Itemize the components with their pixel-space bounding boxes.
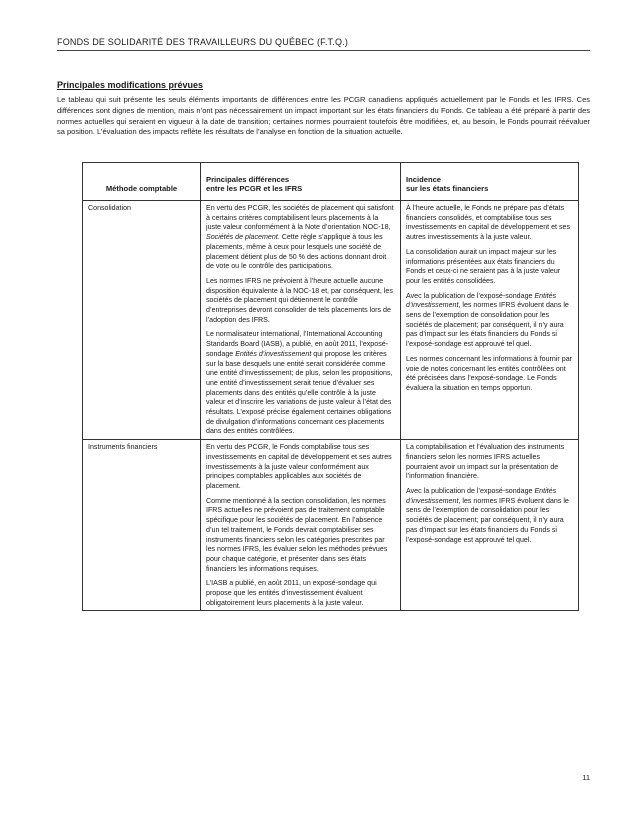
impact-paragraph: Les normes concernant les informations à fournir par voie de notes concernant les entités contrôlées ont été précisées dans l’exposé-sondage. Le Fonds évaluera la situation en temps opportun. [406,354,572,392]
differences-paragraph: En vertu des PCGR, le Fonds comptabilise tous ses investissements en capital de développement et ses autres investissements à la juste valeur conformément aux principes comptables applicables aux sociétés de placement. [206,443,392,490]
column-header-impact [401,163,579,201]
running-header: FONDS DE SOLIDARITÉ DES TRAVAILLEURS DU QUÉBEC (F.T.Q.) [57,37,590,51]
text-span: , les normes IFRS évoluent dans le sens de l’exemption de consolidation pour les sociétés de placement; par conséquent, il n’y aura pas d’impact sur les états financiers du Fonds si l’exposé-sondage est approuvé tel quel. [406,496,569,544]
text-span: qui propose les critères sur la base desquels une entité serait considérée comme une entité d’investissement; de plus, selon les propositions, une entité d’investissement serait tenue d’évaluer ses placements dans des entités qu’elle contrôle à la juste valeur et d’inscrire les variations de juste valeur à l’état des résultats. L’exposé précise également certaines obligations de divulgation d’informations concernant ces placements dans des entités contrôlées. [206,349,393,436]
impact-cell [401,440,579,611]
impact-paragraph [406,487,573,545]
method-cell [83,201,201,440]
table-header-row [83,163,579,201]
italic-title: Entités d’investissement [406,486,557,505]
column-header-method [83,163,201,201]
differences-paragraph [206,204,395,272]
impact-paragraph [406,292,573,350]
impact-paragraph: À l’heure actuelle, le Fonds ne prépare pas d’états financiers consolidés, et comptabilise tous ses investissements en capital de développement et ses autres investissements à la juste valeur. [406,204,571,242]
section-title: Principales modifications prévues [57,80,204,90]
text-span: Avec la publication de l’exposé-sondage [406,291,535,300]
method-label: Consolidation [88,204,131,212]
column-header-differences [201,163,401,201]
differences-table [82,162,579,611]
differences-paragraph: Comme mentionné à la section consolidation, les normes IFRS actuelles ne prévoient pas de traitement comptable spécifique pour les sociétés de placement. En l’absence d’un tel traitement, le Fonds devrait comptabiliser ses instruments financiers selon les catégories prescrites par les normes IFRS, les évaluer selon les méthodes prévues pour chaque catégorie, et présenter dans ses états financiers les informations requises. [206,496,388,573]
page-number: 11 [582,773,590,782]
column-header-impact-line1: Incidence [406,174,442,184]
differences-paragraph: Les normes IFRS ne prévoient à l’heure actuelle aucune disposition équivalente à la NOC-18 et, par conséquent, les sociétés de placement qui détiennent le contrôle d’entreprises devront consolider de tels placements lors de l’adoption des IFRS. [206,276,393,324]
intro-paragraph: Le tableau qui suit présente les seuls éléments importants de différences entre les PCGR canadiens appliqués actuellement par le Fonds et les IFRS. Ces différences sont dignes de mention, mais n’ont pas nécessairement un impact important sur les états financiers du Fonds. Ce tableau a été préparé à partir des normes actuelles qui seraient en vigueur à la date de transition; certaines normes pourraient toutefois être modifiées, et, au besoin, le Fonds pourrait réévaluer sa position. L’évaluation des impacts reflète les résultats de l’analyse en fonction de la situation actuelle. [57,95,590,137]
differences-cell [201,201,401,440]
text-span: , les normes IFRS évoluent dans le sens de l’exemption de consolidation pour les sociétés de placement; par conséquent, il n’y aura pas d’impact sur les états financiers du Fonds si l’exposé-sondage est approuvé tel quel. [406,301,569,349]
column-header-impact-line2: sur les états financiers [406,184,489,194]
impact-paragraph: La consolidation aurait un impact majeur sur les informations présentées aux états financiers du Fonds et ceux-ci ne seraient pas à la juste valeur pour les entités consolidées. [406,247,561,285]
text-span: Avec la publication de l’exposé-sondage [406,486,535,495]
italic-title: Sociétés de placement [206,233,278,242]
text-span: En vertu des PCGR, les sociétés de placement qui satisfont à certains critères comptabilisent leurs placements à la juste valeur conformément à la Note d’orientation NOC-18, [206,204,394,232]
column-header-method-label: Méthode comptable [105,184,178,194]
differences-paragraph [206,330,395,437]
table-row [83,440,579,611]
column-header-differences-line1: Principales différences [206,174,290,184]
impact-paragraph: La comptabilisation et l’évaluation des instruments financiers selon les normes IFRS actuelles pourraient avoir un impact sur la présentation de l’information financière. [406,443,565,481]
method-label: Instruments financiers [88,443,158,452]
differences-paragraph: L’IASB a publié, en août 2011, un exposé-sondage qui propose que les entités d’investissement évaluent obligatoirement leurs placements à la juste valeur. [206,579,377,607]
method-cell [83,440,201,611]
table-row [83,201,579,440]
italic-title: Entités d’investissement [235,349,312,358]
italic-title: Entités d’investissement [406,291,557,310]
impact-cell [401,201,579,440]
text-span: . Cette règle s’applique à tous les placements, même à ceux pour lesquels une société de placement détient plus de 50 % des actions donnant droit de vote ou le contrôle des participations. [206,233,387,271]
differences-cell [201,440,401,611]
column-header-differences-line2: entre les PCGR et les IFRS [206,184,303,194]
text-span: Le normalisateur international, l’International Accounting Standards Board (IASB), a publié, en août 2011, l’exposé-sondage [206,330,389,358]
